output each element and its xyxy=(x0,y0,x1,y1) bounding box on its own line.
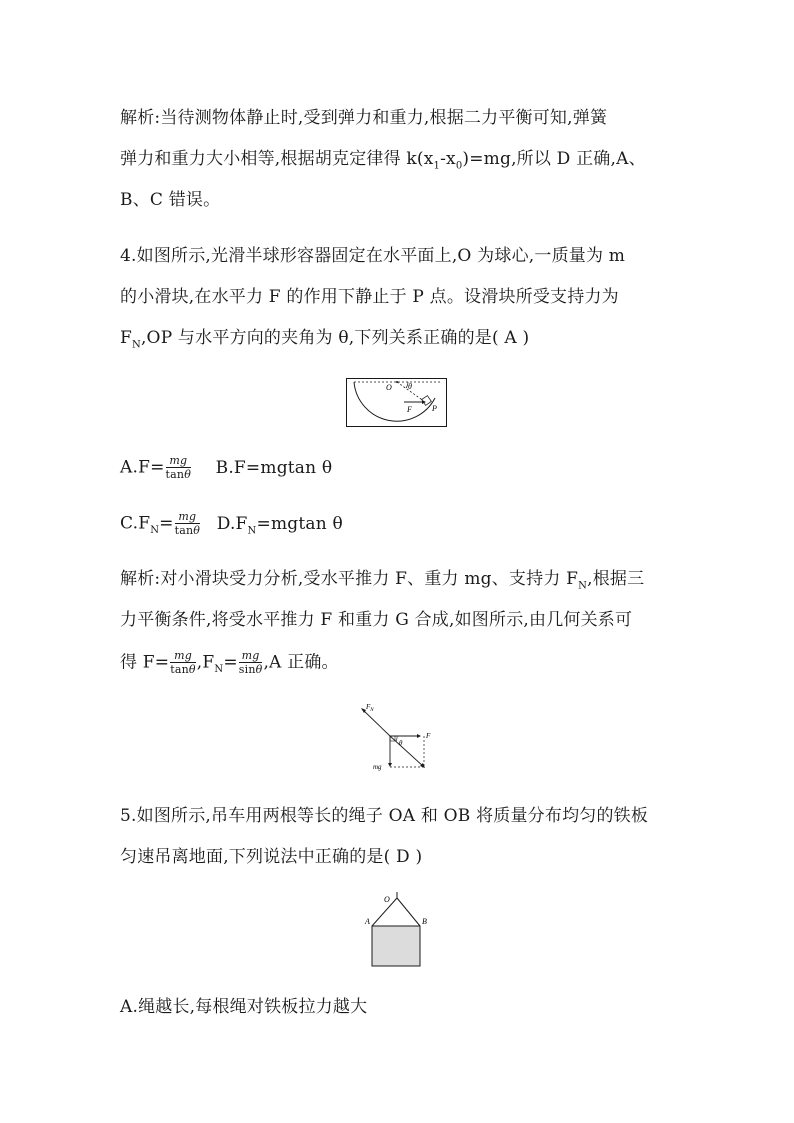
text: ,A 正确。 xyxy=(263,652,339,673)
denominator xyxy=(175,524,201,537)
q4-options-cd xyxy=(120,511,343,543)
subscript: N xyxy=(150,524,160,536)
option-a-label: A.F= xyxy=(120,457,165,478)
text: = xyxy=(223,652,238,673)
den-var: θ xyxy=(184,468,192,481)
numerator: mg xyxy=(175,511,201,524)
text: F xyxy=(120,328,132,348)
den-text: tan xyxy=(170,663,189,676)
numerator: mg xyxy=(166,455,192,468)
option-c-label: C.F xyxy=(120,513,151,534)
q4-line3 xyxy=(120,326,529,357)
label-a: A xyxy=(365,917,370,926)
denominator xyxy=(166,468,192,481)
label-fn xyxy=(365,703,374,713)
q4-options-ab xyxy=(120,455,332,481)
label-p: P xyxy=(432,404,437,413)
text: ,根据三 xyxy=(587,569,645,589)
equals: = xyxy=(159,513,174,534)
text: )=mg,所以 D 正确,A、 xyxy=(462,149,646,169)
text: =mgtan θ xyxy=(256,513,343,534)
denominator xyxy=(170,663,196,676)
label-theta: θ xyxy=(408,382,412,391)
den-var: θ xyxy=(193,524,201,537)
text: ,F xyxy=(196,652,215,673)
numerator: mg xyxy=(170,650,196,663)
q4-line1: 4.如图所示,光滑半球形容器固定在水平面上,O 为球心,一质量为 m xyxy=(120,246,626,266)
subscript: N xyxy=(370,708,374,713)
label-theta: θ xyxy=(399,739,403,747)
analysis4-line2: 力平衡条件,将受水平推力 F 和重力 G 合成,如图所示,由几何关系可 xyxy=(120,610,633,630)
den-var: θ xyxy=(188,663,196,676)
label-o: O xyxy=(386,383,392,392)
subscript: N xyxy=(247,524,257,536)
option-d xyxy=(217,514,343,534)
fraction xyxy=(175,511,201,537)
iron-plate-figure xyxy=(364,890,436,970)
subscript: N xyxy=(214,663,224,675)
fraction xyxy=(239,650,263,676)
hemisphere-container-figure xyxy=(346,378,448,428)
text: -x xyxy=(440,149,456,169)
subscript: 1 xyxy=(433,160,441,172)
subscript: 0 xyxy=(455,160,463,172)
text: 弹力和重力大小相等,根据胡克定律得 k(x xyxy=(120,149,434,169)
den-text: tan xyxy=(174,524,194,537)
analysis3-line3: B、C 错误。 xyxy=(120,190,221,210)
analysis3-line1: 解析:当待测物体静止时,受到弹力和重力,根据二力平衡可知,弹簧 xyxy=(120,108,608,128)
text: 解析:对小滑块受力分析,受水平推力 F、重力 mg、支持力 F xyxy=(120,569,579,589)
label-o: O xyxy=(384,895,390,904)
label-f: F xyxy=(426,732,431,740)
q5-line2: 匀速吊离地面,下列说法中正确的是( D ) xyxy=(120,847,423,867)
denominator xyxy=(239,663,263,676)
den-text: sin xyxy=(238,663,256,676)
label-f: F xyxy=(407,405,412,414)
text: ,OP 与水平方向的夹角为 θ,下列关系正确的是( A ) xyxy=(140,328,530,348)
text: 得 F= xyxy=(120,652,170,673)
numerator: mg xyxy=(239,650,263,663)
subscript: N xyxy=(578,580,588,592)
fraction xyxy=(170,650,196,676)
den-var: θ xyxy=(255,663,263,676)
force-diagram-figure xyxy=(358,700,442,774)
text: D.F xyxy=(216,513,248,534)
analysis3-line2 xyxy=(120,147,646,178)
label-b: B xyxy=(422,917,427,926)
q5-option-a: A.绳越长,每根绳对铁板拉力越大 xyxy=(120,997,368,1017)
option-b: B.F=mgtan θ xyxy=(215,457,333,478)
q4-line2: 的小滑块,在水平力 F 的作用下静止于 P 点。设滑块所受支持力为 xyxy=(120,287,619,307)
analysis4-line3 xyxy=(120,650,339,682)
den-text: tan xyxy=(165,468,185,481)
fraction xyxy=(166,455,192,481)
text: F xyxy=(366,703,371,711)
subscript: N xyxy=(132,339,141,351)
label-mg: mg xyxy=(373,763,382,771)
q5-line1: 5.如图所示,吊车用两根等长的绳子 OA 和 OB 将质量分布均匀的铁板 xyxy=(120,806,649,826)
analysis4-line1 xyxy=(120,567,644,598)
